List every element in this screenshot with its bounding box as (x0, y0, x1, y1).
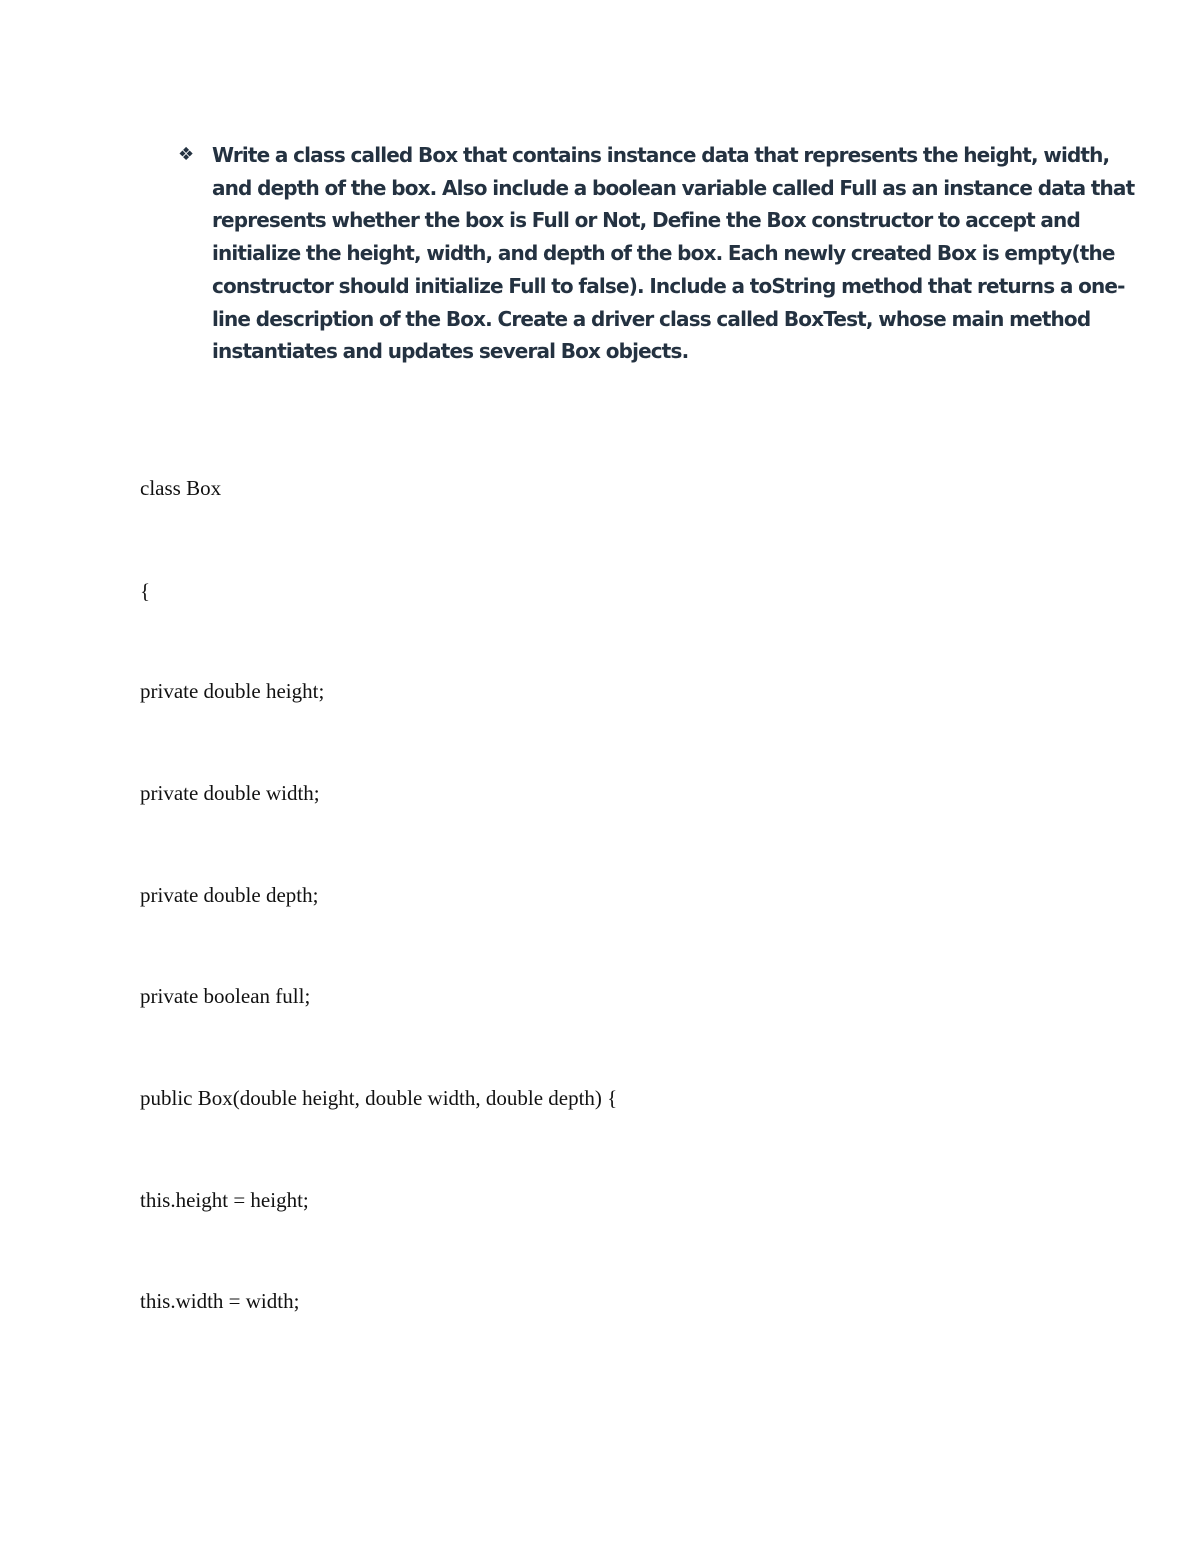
code-line: this.width = width; (140, 1289, 300, 1313)
code-line: private boolean full; (140, 984, 311, 1008)
code-line: private double height; (140, 679, 325, 703)
code-line: class Box (140, 476, 222, 500)
task-description: Write a class called Box that contains instance data that represents the height, width, and depth of the box. Also include a boolean variable called Full as an instance data that represents whether the box is Full or Not, Define the Box constructor to accept and initialize the height, width, and depth of the box. Each newly created Box is empty(the constructor should initialize Full to false). Include a toString method that returns a one-line description of the Box. Create a driver class called BoxTest, whose main method instantiates and updates several Box objects. (212, 143, 1135, 364)
code-line: private double width; (140, 781, 320, 805)
code-line: this.height = height; (140, 1188, 309, 1212)
code-line: { (140, 579, 151, 603)
four-diamond-bullet-icon: ❖ (178, 144, 195, 165)
code-line: private double depth; (140, 883, 319, 907)
code-line: public Box(double height, double width, double depth) { (140, 1086, 618, 1110)
task-item (178, 139, 1138, 368)
